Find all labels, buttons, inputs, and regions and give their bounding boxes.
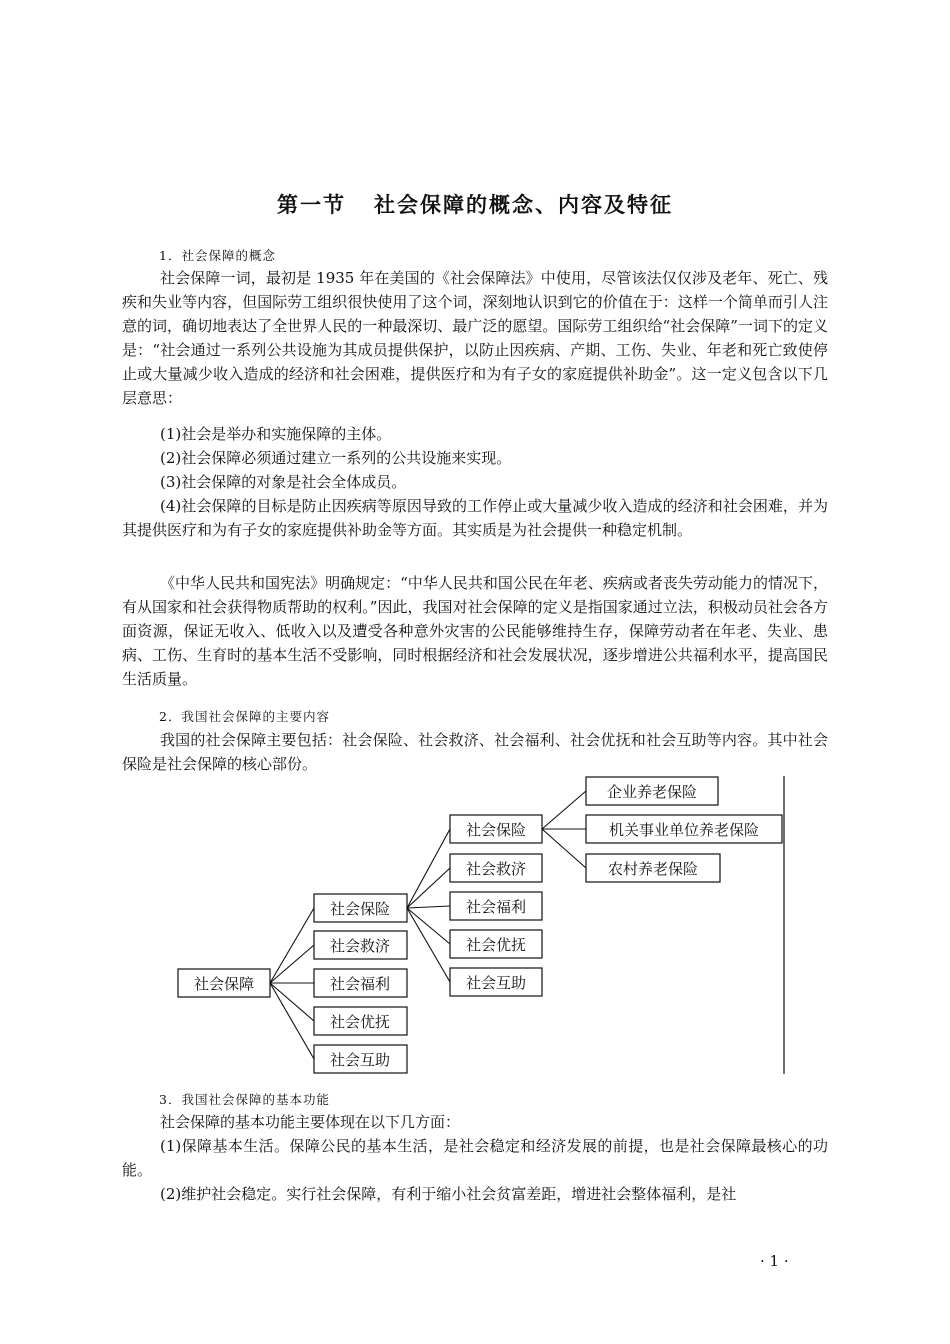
list-item-6: (2)维护社会稳定。实行社会保障，有利于缩小社会贫富差距，增进社会整体福利，是社 <box>160 1185 737 1203</box>
root-connectors <box>270 908 314 1059</box>
diagram-l2-label: 社会福利 <box>465 898 527 916</box>
paragraph-content: 我国的社会保障主要包括：社会保险、社会救济、社会福利、社会优抚和社会互助等内容。其中社会保险是社会保障的核心部份。 <box>122 731 828 773</box>
level1-connectors <box>407 829 450 982</box>
paragraph-functions-intro: 社会保障的基本功能主要体现在以下几方面： <box>160 1113 461 1131</box>
level2-connectors <box>542 791 586 868</box>
diagram-l1-label: 社会保险 <box>329 900 391 918</box>
paragraph-definition: 社会保障一词，最初是 1935 年在美国的《社会保障法》中使用，尽管该法仅仅涉及老年、死亡、残疾和失业等内容，但国际劳工组织很快使用了这个词，深刻地认识到它的价值在于：这样一个简单而引人注意的词，确切地表达了全世界人民的一种最深切、最广泛的愿望。国际劳工组织给“社会保障”一词下的定义是：“社会通过一系列公共设施为其成员提供保护，以防止因疾病、产期、工伤、失业、年老和死亡致使停止或大量减少收入造成的经济和社会困难，提供医疗和为有子女的家庭提供补助金”。这一定义包含以下几层意思： <box>122 269 828 407</box>
diagram-l1-label: 社会优抚 <box>329 1013 391 1031</box>
diagram-l3-label: 机关事业单位养老保险 <box>608 821 760 839</box>
title-text: 社会保障的概念、内容及特征 <box>374 192 673 217</box>
social-security-tree-diagram <box>0 770 950 1080</box>
diagram-l2-label: 社会互助 <box>465 974 527 992</box>
list-item-5: (1)保障基本生活。保障公民的基本生活，是社会稳定和经济发展的前提，也是社会保障最核心的功能。 <box>122 1137 828 1179</box>
paragraph-constitution: 《中华人民共和国宪法》明确规定：“中华人民共和国公民在年老、疾病或者丧失劳动能力的情况下，有从国家和社会获得物质帮助的权利。”因此，我国对社会保障的定义是指国家通过立法，积极动员社会各方面资源，保证无收入、低收入以及遭受各种意外灾害的公民能够维持生存，保障劳动者在年老、失业、患病、工伤、生育时的基本生活不受影响，同时根据经济和社会发展状况，逐步增进公共福利水平，提高国民生活质量。 <box>122 574 828 688</box>
diagram-root-label: 社会保障 <box>193 975 255 993</box>
list-item-3: (3)社会保障的对象是社会全体成员。 <box>160 473 407 491</box>
diagram-l3-label: 企业养老保险 <box>606 783 698 801</box>
diagram-l1-label: 社会救济 <box>329 937 391 955</box>
diagram-l1-label: 社会福利 <box>329 975 391 993</box>
diagram-l3-label: 农村养老保险 <box>607 860 699 878</box>
list-item-1: (1)社会是举办和实施保障的主体。 <box>160 425 392 443</box>
title-section-number: 第一节 <box>277 192 346 217</box>
list-item-4: (4)社会保障的目标是防止因疾病等原因导致的工作停止或大量减少收入造成的经济和社会困难，并为其提供医疗和为有子女的家庭提供补助金等方面。其实质是为社会提供一种稳定机制。 <box>122 497 828 539</box>
diagram-l2-label: 社会保险 <box>465 821 527 839</box>
diagram-l2-label: 社会救济 <box>465 860 527 878</box>
diagram-l2-label: 社会优抚 <box>465 936 527 954</box>
section-heading-1: 1．社会保障的概念 <box>159 248 276 263</box>
page-title <box>0 189 950 219</box>
section-heading-3: 3．我国社会保障的基本功能 <box>159 1092 330 1107</box>
diagram-l1-label: 社会互助 <box>329 1051 391 1069</box>
page-number: · 1 · <box>760 1252 789 1270</box>
section-heading-2: 2．我国社会保障的主要内容 <box>159 709 330 724</box>
list-item-2: (2)社会保障必须通过建立一系列的公共设施来实现。 <box>160 449 512 467</box>
